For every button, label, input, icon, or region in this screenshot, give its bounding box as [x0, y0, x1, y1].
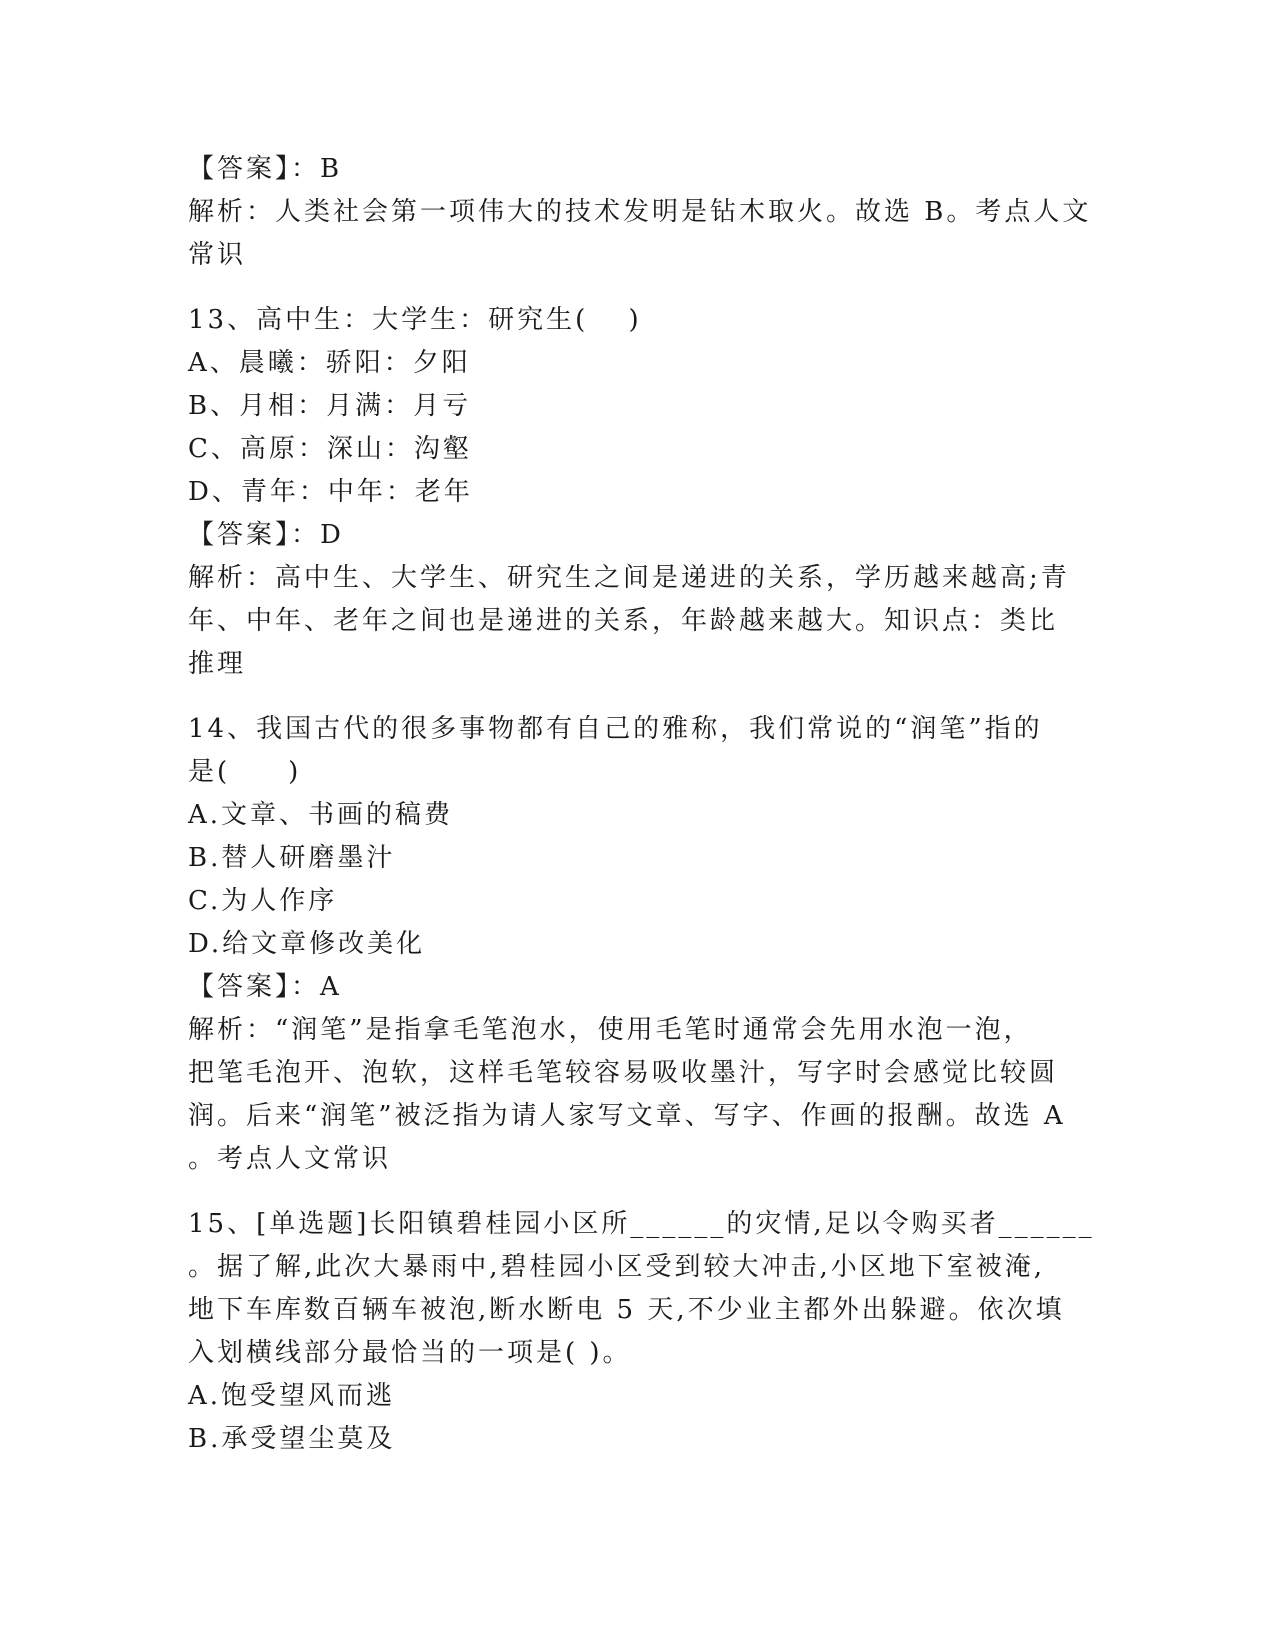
question-text: 14、我国古代的很多事物都有自己的雅称，我们常说的“润笔”指的	[188, 714, 1043, 744]
question-13-section	[188, 299, 1088, 686]
option-b: B、月相：月满：月亏	[188, 391, 472, 421]
question-14-section	[188, 708, 1088, 1181]
question-12-section	[188, 148, 1092, 277]
question-text: 地下车库数百辆车被泡,断水断电 5 天,不少业主都外出躲避。依次填	[188, 1295, 1065, 1325]
answer-label: 【答案】：A	[188, 972, 342, 1002]
question-text: 是( )	[188, 757, 302, 787]
question-text: 。据了解,此次大暴雨中,碧桂园小区受到较大冲击,小区地下室被淹,	[188, 1252, 1046, 1282]
option-c: C、高原：深山：沟壑	[188, 434, 472, 464]
option-d: D.给文章修改美化	[188, 929, 426, 959]
option-a: A.饱受望风而逃	[188, 1381, 396, 1411]
option-a: A.文章、书画的稿费	[188, 800, 454, 830]
question-text: 入划横线部分最恰当的一项是( )。	[188, 1338, 632, 1368]
option-a: A、晨曦：骄阳：夕阳	[188, 348, 471, 378]
answer-label: 【答案】：B	[188, 154, 343, 184]
explanation-line: 。考点人文常识	[188, 1144, 392, 1174]
section-gap	[188, 686, 1088, 708]
explanation-line: 解析：“润笔”是指拿毛笔泡水，使用毛笔时通常会先用水泡一泡，	[188, 1015, 1033, 1045]
question-text: 13、高中生：大学生：研究生( )	[188, 305, 642, 335]
option-b: B.承受望尘莫及	[188, 1424, 396, 1454]
option-b: B.替人研磨墨汁	[188, 843, 396, 873]
option-d: D、青年：中年：老年	[188, 477, 473, 507]
option-c: C.为人作序	[188, 886, 338, 916]
explanation-line: 解析：人类社会第一项伟大的技术发明是钻木取火。故选 B。考点人文	[188, 197, 1092, 227]
document-page	[188, 148, 1095, 1461]
explanation-line: 把笔毛泡开、泡软，这样毛笔较容易吸收墨汁，写字时会感觉比较圆	[188, 1058, 1059, 1088]
answer-label: 【答案】：D	[188, 520, 344, 550]
explanation-line: 推理	[188, 649, 247, 679]
explanation-line: 常识	[188, 240, 247, 270]
section-gap	[188, 1181, 1088, 1203]
explanation-line: 年、中年、老年之间也是递进的关系，年龄越来越大。知识点：类比	[188, 606, 1059, 636]
question-15-section	[188, 1203, 1095, 1461]
section-gap	[188, 277, 1088, 299]
explanation-line: 解析：高中生、大学生、研究生之间是递进的关系，学历越来越高;青	[188, 563, 1070, 593]
question-text: 15、[单选题]长阳镇碧桂园小区所______的灾情,足以令购买者______	[188, 1209, 1095, 1239]
explanation-line: 润。后来“润笔”被泛指为请人家写文章、写字、作画的报酬。故选 A	[188, 1101, 1066, 1131]
